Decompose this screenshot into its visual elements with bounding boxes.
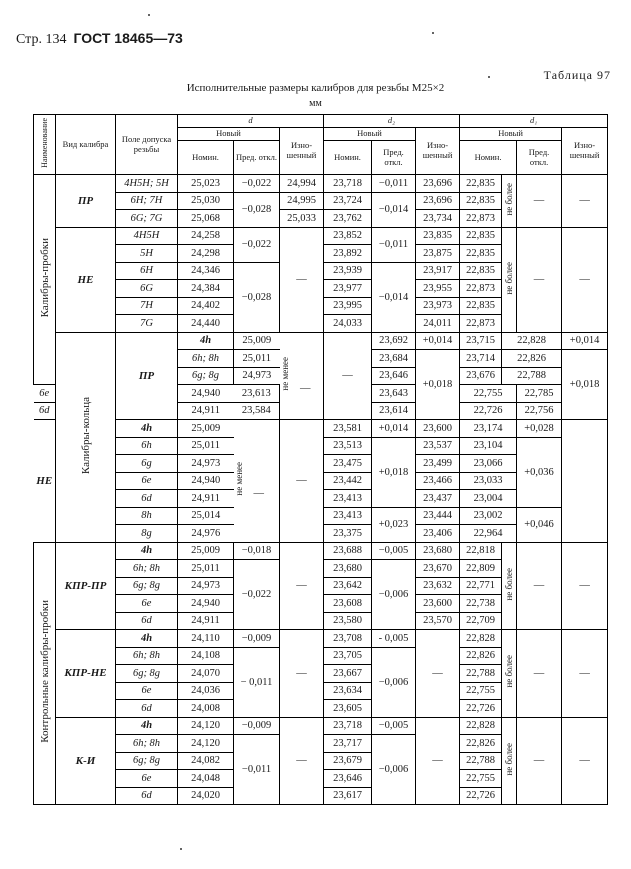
d2-worn: 23,714 [460, 350, 502, 368]
table-row [34, 420, 608, 438]
table-row [34, 175, 608, 193]
d2-worn: 23,600 [416, 595, 460, 613]
table-row [34, 542, 608, 560]
d-dev: — [253, 488, 264, 500]
col-head-d2-new: Новый [324, 128, 416, 141]
d1-dev: +0,046 [517, 507, 562, 542]
d2-dev: −0,005 [372, 542, 416, 560]
table-row [34, 630, 608, 648]
d-worn: — [280, 630, 324, 718]
page-number: Стр. 134 [16, 32, 67, 47]
tol-field: 6G [116, 280, 178, 298]
d1-nom: 22,835 [460, 262, 502, 280]
d2-worn: 23,614 [372, 402, 416, 420]
tol-field: 6d [116, 490, 178, 508]
d2-dev: +0,018 [372, 437, 416, 507]
d-nom: 24,911 [178, 490, 234, 508]
section-control [34, 542, 56, 805]
section-control-text: Контрольные калибры-пробки [38, 600, 51, 744]
limit-note-text: не менее [233, 462, 244, 497]
d-nom: 24,440 [178, 315, 234, 333]
tol-field: 6e [116, 682, 178, 700]
d1-dev: +0,018 [562, 350, 608, 420]
d-nom: 25,009 [242, 335, 272, 347]
table-caption: Исполнительные размеры калибров для резьбы М25×2 [186, 82, 445, 94]
limit-note-text: не более [504, 742, 515, 776]
d-nom: 24,940 [178, 472, 234, 490]
d2-worn: 23,537 [416, 437, 460, 455]
d1-worn: — [562, 227, 608, 332]
tol-field: 6g [116, 455, 178, 473]
d2-worn: 23,676 [460, 367, 502, 385]
col-head-d1-worn: Изно-шенный [562, 128, 608, 175]
d1-nom: 22,835 [460, 245, 502, 263]
d1-limit-note [502, 542, 517, 630]
col-head-d1-nom: Номин. [460, 141, 517, 175]
gauge-type: ПР [56, 175, 116, 228]
d1-nom: 22,828 [502, 332, 562, 350]
d1-worn: — [562, 542, 608, 630]
d-nom: 24,402 [178, 297, 234, 315]
d1-worn: 22,756 [517, 402, 562, 420]
gauge-type: КПР-НЕ [56, 630, 116, 718]
d1-nom: 22,826 [460, 647, 502, 665]
d-worn: — [280, 717, 324, 805]
d-nom: 24,298 [178, 245, 234, 263]
d2-dev: +0,014 [416, 332, 460, 350]
d1-nom: 22,788 [460, 752, 502, 770]
d2-dev: −0,014 [372, 192, 416, 227]
d2-dev: −0,006 [372, 735, 416, 805]
col-head-name-text: Наименование [39, 118, 49, 169]
d-dev: −0,028 [234, 192, 280, 227]
d2-worn: 23,875 [416, 245, 460, 263]
d2-worn: 23,643 [372, 385, 416, 403]
tol-field: 7G [116, 315, 178, 333]
d1-nom: 22,755 [460, 385, 517, 403]
tol-field: 6d [34, 402, 56, 420]
d-worn: 24,995 [280, 192, 324, 210]
d-worn: — [280, 542, 324, 630]
d-worn: — [280, 420, 324, 543]
d2-nom: 23,413 [324, 490, 372, 508]
gauge-table [33, 114, 608, 805]
d2-nom: 23,667 [324, 665, 372, 683]
gauge-type: НЕ [56, 227, 116, 332]
speck [432, 32, 434, 34]
d-nom: 25,009 [178, 542, 234, 560]
d-dev: − 0,011 [234, 647, 280, 717]
d2-nom: 23,608 [324, 595, 372, 613]
d-limit-note [234, 420, 280, 543]
tol-field: 6g; 8g [116, 665, 178, 683]
d2-nom: 23,892 [324, 245, 372, 263]
tol-field: 6h; 8h [116, 560, 178, 578]
d-nom: 24,108 [178, 647, 234, 665]
col-head-name [34, 115, 56, 175]
table-number: Таблица 97 [543, 68, 611, 82]
tol-field: 6e [116, 770, 178, 788]
gauge-type: КПР-ПР [56, 542, 116, 630]
d-nom: 24,973 [178, 577, 234, 595]
d1-nom: 23,033 [460, 472, 517, 490]
d2-worn: 23,670 [416, 560, 460, 578]
d1-dev: — [517, 542, 562, 630]
d1-nom: 22,788 [460, 665, 502, 683]
d2-worn: 23,437 [416, 490, 460, 508]
d2-worn: 23,632 [416, 577, 460, 595]
d-nom: 25,011 [178, 437, 234, 455]
d-nom: 24,020 [178, 787, 234, 805]
d1-worn: — [562, 717, 608, 805]
tol-field: 6e [116, 472, 178, 490]
d-nom: 24,973 [234, 367, 280, 385]
standard-code: ГОСТ 18465—73 [73, 30, 183, 46]
d1-nom: 22,726 [460, 787, 502, 805]
d2-nom: 23,705 [324, 647, 372, 665]
d2-dev: −0,011 [372, 227, 416, 262]
tol-field: 6g; 8g [116, 577, 178, 595]
tol-field: 4h [116, 542, 178, 560]
limit-note-text: не менее [280, 357, 290, 392]
d2-nom: 23,692 [372, 332, 416, 350]
d-nom: 24,384 [178, 280, 234, 298]
section-rings [56, 332, 116, 542]
d2-nom: 23,724 [324, 192, 372, 210]
d2-dev: −0,011 [372, 175, 416, 193]
d-nom: 24,346 [178, 262, 234, 280]
d-worn: — [280, 227, 324, 332]
d2-nom: 23,852 [324, 227, 372, 245]
d1-dev: — [517, 175, 562, 228]
col-head-d-worn: Изно-шенный [280, 128, 324, 175]
d2-dev: −0,014 [372, 262, 416, 332]
d2-dev: +0,018 [416, 350, 460, 420]
d2-worn: 23,917 [416, 262, 460, 280]
d2-nom: 23,513 [324, 437, 372, 455]
d-nom: 24,110 [178, 630, 234, 648]
d-nom: 24,258 [178, 227, 234, 245]
tol-field: 7H [116, 297, 178, 315]
tol-field: 6e [116, 595, 178, 613]
d1-dev: +0,014 [562, 332, 608, 350]
d-dev: −0,022 [234, 175, 280, 193]
d1-limit-note [502, 717, 517, 805]
d2-worn: — [416, 717, 460, 805]
tol-field: 6e [34, 385, 56, 403]
d2-worn: 23,499 [416, 455, 460, 473]
d2-worn: 23,680 [416, 542, 460, 560]
speck [488, 76, 490, 78]
section-rings-text: Калибры-кольца [79, 396, 92, 475]
d-dev: — [300, 383, 311, 395]
d1-nom: 22,809 [460, 560, 502, 578]
table-row [34, 332, 608, 350]
tol-field: 6g; 8g [178, 367, 234, 385]
d2-worn: 23,600 [416, 420, 460, 438]
d2-dev: −0,006 [372, 560, 416, 630]
d-worn: — [324, 332, 372, 420]
d1-nom: 22,835 [460, 175, 502, 193]
table-row [34, 717, 608, 735]
d1-dev: — [517, 717, 562, 805]
d1-dev: +0,036 [517, 437, 562, 507]
d-nom: 24,082 [178, 752, 234, 770]
speck [148, 14, 150, 16]
limit-note-text: не более [504, 261, 515, 295]
d2-nom: 23,413 [324, 507, 372, 525]
d-worn: 24,994 [280, 175, 324, 193]
gauge-type: К-И [56, 717, 116, 805]
d-dev: −0,011 [234, 735, 280, 805]
d2-nom: 23,977 [324, 280, 372, 298]
tol-field: 6g; 8g [116, 752, 178, 770]
d2-worn: 23,955 [416, 280, 460, 298]
d1-nom: 22,828 [460, 630, 502, 648]
d-nom: 25,023 [178, 175, 234, 193]
d2-nom: 23,679 [324, 752, 372, 770]
d2-worn: 23,973 [416, 297, 460, 315]
d-worn: 25,033 [280, 210, 324, 228]
d2-nom: 23,642 [324, 577, 372, 595]
d1-nom: 22,755 [460, 770, 502, 788]
d1-nom: 23,174 [460, 420, 517, 438]
table-row [34, 227, 608, 245]
d-nom: 24,911 [178, 402, 234, 420]
d-nom: 24,120 [178, 717, 234, 735]
d1-limit-note [502, 175, 517, 228]
d1-worn: — [562, 630, 608, 718]
d1-nom: 22,873 [460, 280, 502, 298]
tol-field: 6d [116, 700, 178, 718]
d2-nom: 23,634 [324, 682, 372, 700]
d2-nom: 24,033 [324, 315, 372, 333]
d-nom: 24,120 [178, 735, 234, 753]
d2-nom: 23,680 [324, 560, 372, 578]
col-head-d2-worn: Изно-шенный [416, 128, 460, 175]
tol-field: 6H [116, 262, 178, 280]
d1-dev: — [517, 227, 562, 332]
d1-nom: 23,004 [460, 490, 517, 508]
tol-field: 6h; 8h [116, 647, 178, 665]
d1-nom: 22,835 [460, 227, 502, 245]
d2-nom: 23,617 [324, 787, 372, 805]
d1-nom: 22,873 [460, 210, 502, 228]
d2-worn: 23,444 [416, 507, 460, 525]
d2-worn: 23,734 [416, 210, 460, 228]
d-nom: 25,014 [178, 507, 234, 525]
tol-field: 6H; 7H [116, 192, 178, 210]
d1-nom: 22,738 [460, 595, 502, 613]
tol-field: 6h; 8h [116, 735, 178, 753]
tol-field: 6G; 7G [116, 210, 178, 228]
d2-worn: 24,011 [416, 315, 460, 333]
d2-nom: 23,475 [324, 455, 372, 473]
tol-field: 6d [116, 612, 178, 630]
d2-worn: — [416, 630, 460, 718]
d2-dev: +0,023 [372, 507, 416, 542]
d-nom: 24,911 [178, 612, 234, 630]
d1-nom: 22,835 [460, 297, 502, 315]
d1-nom: 22,826 [502, 350, 562, 368]
d-dev: −0,018 [234, 542, 280, 560]
d2-nom: 23,584 [234, 402, 280, 420]
d2-nom: 23,718 [324, 717, 372, 735]
tol-field: 6d [116, 787, 178, 805]
d2-dev: −0,005 [372, 717, 416, 735]
limit-note-text: не более [504, 182, 515, 216]
d2-nom: 23,646 [372, 367, 416, 385]
d2-nom: 23,762 [324, 210, 372, 228]
tol-field: 4h [116, 630, 178, 648]
col-head-d1: d₁ [460, 115, 608, 128]
d-nom: 25,068 [178, 210, 234, 228]
d1-nom: 22,771 [460, 577, 502, 595]
tol-field: 4H5H; 5H [116, 175, 178, 193]
d1-nom: 23,002 [460, 507, 517, 525]
d1-worn-empty [562, 420, 608, 543]
col-head-d-nom: Номин. [178, 141, 234, 175]
col-head-d: d [178, 115, 324, 128]
d1-dev: — [517, 630, 562, 718]
d-dev: −0,022 [234, 227, 280, 262]
d2-dev: −0,006 [372, 647, 416, 717]
d1-nom: 23,066 [460, 455, 517, 473]
col-head-field: Поле допуска резьбы [116, 115, 178, 175]
d2-nom: 23,995 [324, 297, 372, 315]
d2-worn: 23,835 [416, 227, 460, 245]
d2-nom: 23,708 [324, 630, 372, 648]
d2-nom: 23,684 [372, 350, 416, 368]
d2-nom: 23,581 [324, 420, 372, 438]
d-nom: 24,036 [178, 682, 234, 700]
d1-nom: 22,709 [460, 612, 502, 630]
d2-worn: 23,696 [416, 192, 460, 210]
d-limit-note [280, 332, 324, 420]
speck [180, 848, 182, 850]
tol-field: 8g [116, 525, 178, 543]
d2-dev: +0,014 [372, 420, 416, 438]
col-head-d2-nom: Номин. [324, 141, 372, 175]
gauge-type: НЕ [34, 420, 56, 543]
d-nom: 24,973 [178, 455, 234, 473]
d-nom: 24,940 [178, 385, 234, 403]
d-nom: 24,940 [178, 595, 234, 613]
d2-dev: - 0,005 [372, 630, 416, 648]
d1-limit-note [502, 630, 517, 718]
tol-field: 4h [116, 420, 178, 438]
col-head-type: Вид калибра [56, 115, 116, 175]
d1-limit-note [502, 227, 517, 332]
d-dev: −0,009 [234, 630, 280, 648]
d1-nom: 22,818 [460, 542, 502, 560]
limit-note-text: не более [504, 655, 515, 688]
d-nom: 25,030 [178, 192, 234, 210]
d-nom: 24,070 [178, 665, 234, 683]
d2-nom: 23,688 [324, 542, 372, 560]
d2-nom: 23,375 [324, 525, 372, 543]
d1-nom: 22,964 [460, 525, 517, 543]
tol-field: 8h [116, 507, 178, 525]
col-head-d2-dev: Пред. откл. [372, 141, 416, 175]
d-nom: 25,011 [178, 560, 234, 578]
tol-field: 4h [178, 332, 234, 350]
d-nom: 24,008 [178, 700, 234, 718]
d-dev: −0,009 [234, 717, 280, 735]
section-plugs [34, 175, 56, 385]
col-head-d-new: Новый [178, 128, 280, 141]
tol-field: 6h [116, 437, 178, 455]
d-dev: −0,022 [234, 560, 280, 630]
units-label: мм [309, 98, 322, 109]
d1-nom: 22,726 [460, 700, 502, 718]
d2-nom: 23,605 [324, 700, 372, 718]
gauge-type: ПР [116, 332, 178, 420]
d2-nom: 23,717 [324, 735, 372, 753]
d1-nom: 22,835 [460, 192, 502, 210]
d1-nom: 22,788 [502, 367, 562, 385]
d2-worn: 23,696 [416, 175, 460, 193]
d2-nom: 23,939 [324, 262, 372, 280]
limit-note-text: не более [504, 567, 515, 601]
page-header [16, 30, 183, 48]
section-plugs-text: Калибры-пробки [38, 238, 51, 318]
col-head-d-dev: Пред. откл. [234, 141, 280, 175]
d-nom: 25,009 [191, 422, 221, 434]
col-head-d2: d₂ [324, 115, 460, 128]
d2-nom: 23,718 [324, 175, 372, 193]
d2-worn: 23,570 [416, 612, 460, 630]
d-nom: 25,011 [234, 350, 280, 368]
d1-nom: 22,826 [460, 735, 502, 753]
d2-nom: 23,646 [324, 770, 372, 788]
d1-nom: 23,104 [460, 437, 517, 455]
d1-worn: — [562, 175, 608, 228]
tol-field: 5H [116, 245, 178, 263]
tol-field: 6h; 8h [178, 350, 234, 368]
d1-nom: 22,873 [460, 315, 502, 333]
d2-nom: 23,580 [324, 612, 372, 630]
d1-nom: 22,755 [460, 682, 502, 700]
d-nom: 24,976 [178, 525, 234, 543]
col-head-d1-dev: Пред. откл. [517, 141, 562, 175]
d1-dev: +0,028 [517, 420, 562, 438]
d1-nom: 22,726 [460, 402, 517, 420]
d1-nom: 22,828 [460, 717, 502, 735]
d-dev: −0,028 [234, 262, 280, 332]
d1-worn: 22,785 [517, 385, 562, 403]
d2-worn: 23,466 [416, 472, 460, 490]
d2-worn: 23,715 [460, 332, 502, 350]
d-nom: 24,048 [178, 770, 234, 788]
d2-nom: 23,442 [324, 472, 372, 490]
d2-nom: 23,613 [234, 385, 280, 403]
col-head-d1-new: Новый [460, 128, 562, 141]
tol-field: 4h [116, 717, 178, 735]
tol-field: 4H5H [116, 227, 178, 245]
d2-worn: 23,406 [416, 525, 460, 543]
